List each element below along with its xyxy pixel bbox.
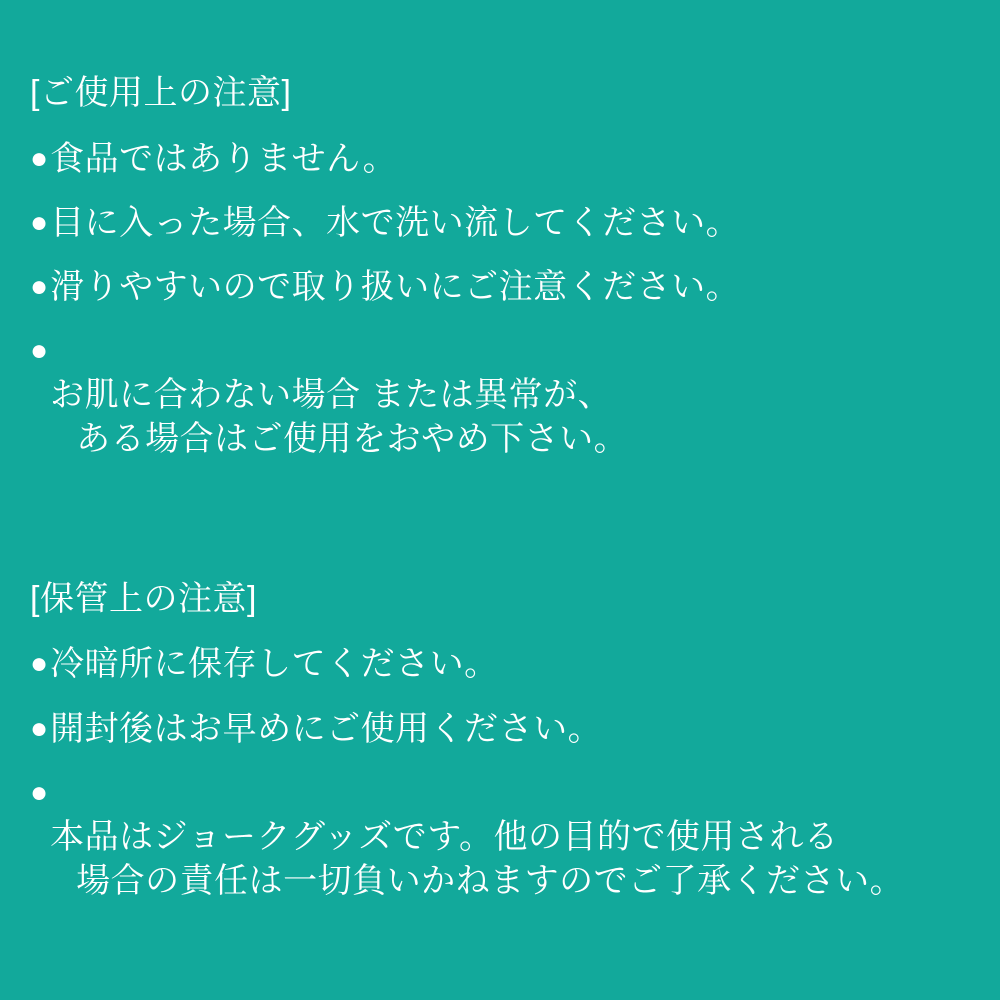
list-item-text: 滑りやすいので取り扱いにご注意ください。 xyxy=(50,267,741,306)
list-item xyxy=(30,265,970,309)
usage-caution-heading: [ご使用上の注意] xyxy=(30,74,292,112)
storage-caution-list xyxy=(30,642,970,947)
list-item-text xyxy=(50,329,970,506)
usage-caution-list xyxy=(30,137,970,506)
list-item-text: 目に入った場合、水で洗い流してください。 xyxy=(50,203,741,242)
list-item-text-line1: 本品はジョークグッズです。他の目的で使用される xyxy=(50,817,839,856)
list-item xyxy=(30,329,970,506)
list-item xyxy=(30,201,970,245)
list-item-text-line1: お肌に合わない場合 または異常が、 xyxy=(50,376,613,415)
list-item-text: 食品ではありません。 xyxy=(50,139,398,178)
list-item-text: 開封後はお早めにご使用ください。 xyxy=(50,709,603,748)
list-item-text-line2: 場合の責任は一切負いかねますのでご了承ください。 xyxy=(76,862,905,901)
bullet-icon: ● xyxy=(30,711,49,745)
bullet-icon: ● xyxy=(30,775,49,809)
storage-caution-heading: [保管上の注意] xyxy=(30,579,257,618)
list-item-text xyxy=(50,771,970,948)
list-item xyxy=(30,642,970,686)
list-item-text: 冷暗所に保存してください。 xyxy=(50,645,499,684)
list-item xyxy=(30,137,970,181)
bullet-icon: ● xyxy=(30,205,49,239)
section-divider-space xyxy=(30,526,970,578)
bullet-icon: ● xyxy=(30,647,49,681)
bullet-icon: ● xyxy=(30,269,49,303)
usage-caution-section xyxy=(30,72,970,506)
storage-caution-section xyxy=(30,578,970,948)
list-item xyxy=(30,707,970,751)
bullet-icon: ● xyxy=(30,141,49,175)
list-item-text-line2: ある場合はご使用をおやめ下さい。 xyxy=(76,420,629,459)
bullet-icon: ● xyxy=(30,334,49,368)
list-item xyxy=(30,771,970,948)
